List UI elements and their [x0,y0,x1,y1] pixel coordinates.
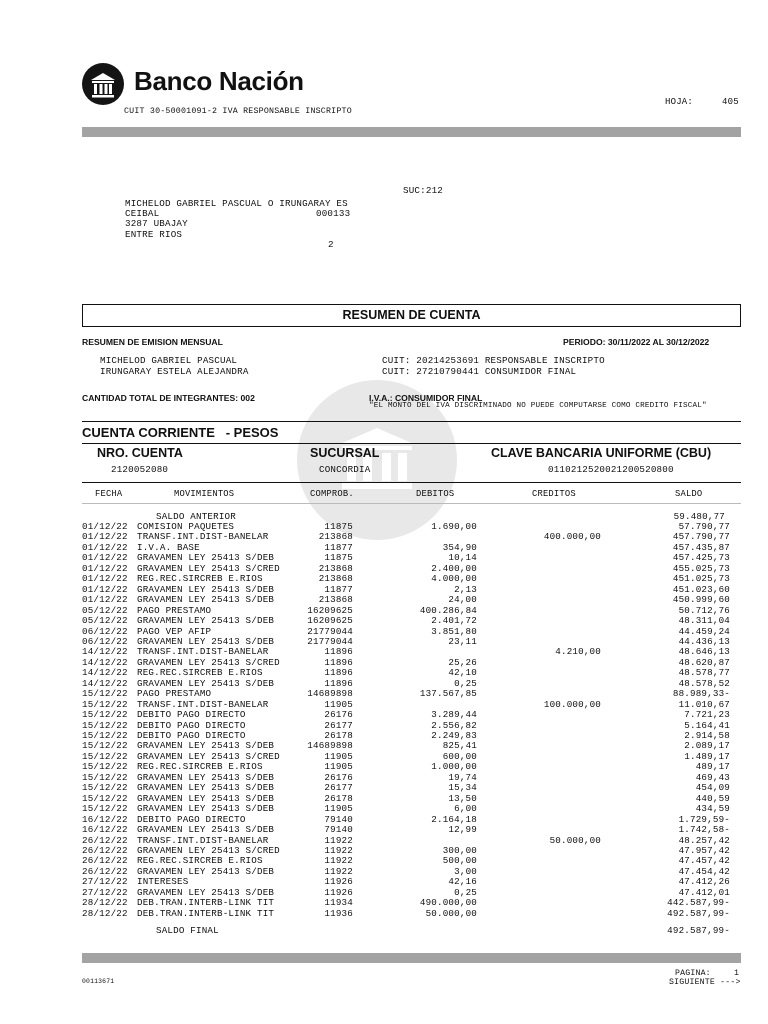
row-debito: 4.000,00 [431,573,477,585]
row-fecha: 28/12/22 [82,907,128,919]
holder-name-1: MICHELOD GABRIEL PASCUAL [100,355,238,366]
address-line-3: 3287 UBAJAY [125,218,188,229]
row-fecha: 15/12/22 [82,792,128,804]
address-line-2-code: 000133 [316,208,351,219]
row-movimiento: GRAVAMEN LEY 25413 S/DEB [137,824,275,836]
col-header-debitos: DEBITOS [416,489,455,499]
row-debito: 15,34 [448,782,477,794]
row-debito: 490.000,00 [419,897,477,909]
row-comprobante: 11896 [324,656,353,668]
row-movimiento: COMISION PAQUETES [137,521,235,532]
row-saldo: 455.025,73 [672,562,730,574]
saldo-anterior-label: SALDO ANTERIOR [156,511,236,522]
row-comprobante: 213868 [318,562,353,574]
row-debito: 1.000,00 [431,761,477,773]
row-comprobante: 11905 [324,761,353,773]
row-movimiento: DEBITO PAGO DIRECTO [137,719,246,731]
row-movimiento: GRAVAMEN LEY 25413 S/CRED [137,562,280,574]
row-saldo: 451.025,73 [672,573,730,585]
row-saldo: 2.089,17 [684,740,730,752]
cbu-label: CLAVE BANCARIA UNIFORME (CBU) [491,446,712,460]
row-saldo: 48.578,52 [678,677,730,689]
table-row [0,908,768,918]
table-row [0,866,768,876]
row-fecha: 15/12/22 [82,803,128,815]
row-fecha: 05/12/22 [82,604,128,616]
table-row [0,720,768,730]
row-comprobante: 11896 [324,667,353,679]
row-saldo: 47.457,42 [678,855,730,867]
statement-title: RESUMEN DE CUENTA [82,304,741,327]
row-debito: 50.000,00 [425,907,477,919]
table-row [0,636,768,646]
table-row [0,531,768,541]
account-type: CUENTA CORRIENTE - PESOS [82,425,279,440]
row-movimiento: GRAVAMEN LEY 25413 S/DEB [137,886,275,898]
row-movimiento: GRAVAMEN LEY 25413 S/DEB [137,771,275,783]
row-debito: 2,13 [454,583,477,595]
row-comprobante: 11877 [324,541,353,553]
saldo-final-label: SALDO FINAL [156,925,219,936]
row-comprobante: 26177 [324,719,353,731]
row-fecha: 14/12/22 [82,667,128,679]
row-comprobante: 11926 [324,886,353,898]
row-saldo: 1.742,58- [678,824,730,836]
row-fecha: 06/12/22 [82,625,128,637]
row-debito: 2.401,72 [431,615,477,627]
table-row [0,845,768,855]
row-saldo: 50.712,76 [678,604,730,616]
row-movimiento: DEBITO PAGO DIRECTO [137,730,246,741]
next-page-indicator: SIGUIENTE ---> [669,978,741,987]
row-debito: 42,16 [448,876,477,888]
row-movimiento: TRANSF.INT.DIST-BANELAR [137,698,269,710]
row-saldo: 469,43 [695,771,730,783]
holder-name-2: IRUNGARAY ESTELA ALEJANDRA [100,366,249,377]
row-fecha: 15/12/22 [82,782,128,794]
row-movimiento: GRAVAMEN LEY 25413 S/CRED [137,750,280,762]
row-fecha: 01/12/22 [82,562,128,574]
table-row [0,646,768,656]
col-header-fecha: FECHA [95,489,123,499]
row-debito: 19,74 [448,771,477,783]
address-line-2: CEIBAL [125,208,160,219]
row-movimiento: GRAVAMEN LEY 25413 S/DEB [137,865,275,877]
document-code: 00113671 [82,978,115,985]
table-row [0,897,768,907]
row-movimiento: GRAVAMEN LEY 25413 S/DEB [137,740,275,752]
row-saldo: 451.023,60 [672,583,730,595]
row-fecha: 14/12/22 [82,656,128,668]
row-movimiento: REG.REC.SIRCREB E.RIOS [137,761,263,773]
row-saldo: 457.425,73 [672,552,730,564]
row-fecha: 15/12/22 [82,719,128,731]
row-fecha: 16/12/22 [82,824,128,836]
row-saldo: 454,09 [695,782,730,794]
col-header-saldo: SALDO [675,489,703,499]
row-saldo: 44.436,13 [678,635,730,647]
iva-condition: I.V.A.: CONSUMIDOR FINAL [369,393,483,403]
row-saldo: 48.311,04 [678,615,730,627]
row-saldo: 450.999,60 [672,594,730,606]
row-comprobante: 11905 [324,750,353,762]
row-movimiento: TRANSF.INT.DIST-BANELAR [137,834,269,846]
row-saldo: 492.587,99- [667,907,730,919]
table-row [0,584,768,594]
hoja-value: 405 [722,97,739,107]
row-movimiento: GRAVAMEN LEY 25413 S/DEB [137,803,275,815]
row-saldo: 44.459,24 [678,625,730,637]
row-debito: 0,25 [454,886,477,898]
row-comprobante: 11905 [324,698,353,710]
row-movimiento: PAGO PRESTAMO [137,688,212,700]
row-fecha: 16/12/22 [82,813,128,825]
row-movimiento: GRAVAMEN LEY 25413 S/DEB [137,552,275,564]
row-comprobante: 11926 [324,876,353,888]
row-comprobante: 26177 [324,782,353,794]
table-row [0,835,768,845]
branch-label: SUCURSAL [310,446,380,460]
row-saldo: 1.729,59- [678,813,730,825]
row-debito: 3,00 [454,865,477,877]
period-label: PERIODO: 30/11/2022 AL 30/12/2022 [563,337,710,347]
row-debito: 1.690,00 [431,521,477,532]
sucursal-code: SUC:212 [403,185,443,196]
table-row [0,740,768,750]
row-saldo: 11.010,67 [678,698,730,710]
table-row [0,678,768,688]
row-fecha: 15/12/22 [82,750,128,762]
row-comprobante: 79140 [324,813,353,825]
emission-label: RESUMEN DE EMISION MENSUAL [82,337,223,347]
address-line-5: 2 [328,239,334,250]
row-debito: 0,25 [454,677,477,689]
row-fecha: 26/12/22 [82,865,128,877]
col-header-comprob: COMPROB. [310,489,354,499]
row-fecha: 05/12/22 [82,615,128,627]
row-saldo: 48.646,13 [678,646,730,658]
table-row [0,793,768,803]
row-debito: 2.164,18 [431,813,477,825]
row-movimiento: GRAVAMEN LEY 25413 S/DEB [137,782,275,794]
account-number: 2120052080 [111,464,169,475]
bottom-divider-bar [82,953,741,963]
table-row [0,824,768,834]
row-comprobante: 11896 [324,677,353,689]
brand-name: Banco Nación [134,66,304,96]
row-movimiento: GRAVAMEN LEY 25413 S/DEB [137,677,275,689]
row-fecha: 15/12/22 [82,740,128,752]
row-movimiento: REG.REC.SIRCREB E.RIOS [137,573,263,585]
row-comprobante: 213868 [318,594,353,606]
table-row [0,751,768,761]
table-row [0,730,768,740]
row-comprobante: 26176 [324,709,353,721]
row-comprobante: 26178 [324,730,353,741]
row-debito: 13,50 [448,792,477,804]
col-header-movimientos: MOVIMIENTOS [174,489,235,499]
row-fecha: 26/12/22 [82,834,128,846]
row-debito: 354,90 [442,541,477,553]
table-row [0,552,768,562]
row-movimiento: DEB.TRAN.INTERB-LINK TIT [137,897,275,909]
row-debito: 3.851,80 [431,625,477,637]
row-debito: 600,00 [442,750,477,762]
table-row [0,876,768,886]
row-comprobante: 11875 [324,552,353,564]
table-row [0,699,768,709]
row-fecha: 01/12/22 [82,521,128,532]
row-movimiento: I.V.A. BASE [137,541,200,553]
bank-building-icon [82,63,124,105]
row-debito: 825,41 [442,740,477,752]
row-saldo: 7.721,23 [684,709,730,721]
row-debito: 400.286,84 [419,604,477,616]
table-row [0,615,768,625]
holder-cuit-2: CUIT: 27210790441 CONSUMIDOR FINAL [382,366,577,377]
table-row [0,542,768,552]
row-movimiento: TRANSF.INT.DIST-BANELAR [137,531,269,543]
table-row [0,709,768,719]
table-row [0,605,768,615]
row-saldo: 2.914,58 [684,730,730,741]
row-fecha: 15/12/22 [82,688,128,700]
row-saldo: 47.412,01 [678,886,730,898]
row-fecha: 28/12/22 [82,897,128,909]
hoja-label: HOJA: [665,97,694,107]
row-debito: 42,10 [448,667,477,679]
table-row [0,782,768,792]
row-fecha: 27/12/22 [82,876,128,888]
table-top-divider [82,482,741,483]
row-comprobante: 11905 [324,803,353,815]
row-movimiento: INTERESES [137,876,189,888]
table-row [0,887,768,897]
row-fecha: 15/12/22 [82,698,128,710]
row-saldo: 442.587,99- [667,897,730,909]
row-fecha: 01/12/22 [82,573,128,585]
address-line-4: ENTRE RIOS [125,229,183,240]
row-movimiento: GRAVAMEN LEY 25413 S/DEB [137,594,275,606]
table-row [0,667,768,677]
row-fecha: 01/12/22 [82,552,128,564]
row-saldo: 57.790,77 [678,521,730,532]
row-saldo: 47.412,26 [678,876,730,888]
row-comprobante: 21779044 [307,635,353,647]
row-comprobante: 14689898 [307,688,353,700]
row-debito: 500,00 [442,855,477,867]
table-row [0,657,768,667]
table-header-divider [82,503,741,504]
row-fecha: 01/12/22 [82,594,128,606]
row-movimiento: DEBITO PAGO DIRECTO [137,813,246,825]
account-number-label: NRO. CUENTA [97,446,183,460]
row-debito: 6,00 [454,803,477,815]
row-movimiento: PAGO PRESTAMO [137,604,212,616]
holder-cuit-1: CUIT: 20214253691 RESPONSABLE INSCRIPTO [382,355,605,366]
row-fecha: 14/12/22 [82,646,128,658]
table-row [0,521,768,531]
row-movimiento: REG.REC.SIRCREB E.RIOS [137,855,263,867]
row-debito: 137.567,85 [419,688,477,700]
row-comprobante: 11875 [324,521,353,532]
row-comprobante: 213868 [318,573,353,585]
row-fecha: 15/12/22 [82,761,128,773]
row-comprobante: 14689898 [307,740,353,752]
row-movimiento: GRAVAMEN LEY 25413 S/CRED [137,656,280,668]
address-line-1: MICHELOD GABRIEL PASCUAL O IRUNGARAY ES [125,198,348,209]
table-row [0,626,768,636]
row-comprobante: 16209625 [307,604,353,616]
row-debito: 25,26 [448,656,477,668]
row-movimiento: GRAVAMEN LEY 25413 S/DEB [137,635,275,647]
row-comprobante: 11922 [324,844,353,856]
row-movimiento: GRAVAMEN LEY 25413 S/DEB [137,615,275,627]
iva-note: "EL MONTO DEL IVA DISCRIMINADO NO PUEDE COMPUTARSE COMO CREDITO FISCAL" [369,402,707,410]
row-comprobante: 11896 [324,646,353,658]
row-saldo: 47.454,42 [678,865,730,877]
section-divider [82,421,741,422]
row-fecha: 26/12/22 [82,844,128,856]
row-comprobante: 11877 [324,583,353,595]
row-credito: 100.000,00 [543,698,601,710]
row-debito: 3.289,44 [431,709,477,721]
row-comprobante: 26176 [324,771,353,783]
row-comprobante: 11934 [324,897,353,909]
row-debito: 2.249,83 [431,730,477,741]
table-row [0,573,768,583]
row-saldo: 440,59 [695,792,730,804]
row-comprobante: 11936 [324,907,353,919]
row-debito: 2.400,00 [431,562,477,574]
branch-value: CONCORDIA [319,464,371,475]
row-comprobante: 16209625 [307,615,353,627]
row-credito: 400.000,00 [543,531,601,543]
row-saldo: 47.957,42 [678,844,730,856]
row-fecha: 06/12/22 [82,635,128,647]
row-credito: 4.210,00 [555,646,601,658]
row-comprobante: 26178 [324,792,353,804]
row-saldo: 5.164,41 [684,719,730,731]
row-movimiento: DEBITO PAGO DIRECTO [137,709,246,721]
row-fecha: 15/12/22 [82,730,128,741]
row-credito: 50.000,00 [549,834,601,846]
row-fecha: 15/12/22 [82,709,128,721]
row-fecha: 26/12/22 [82,855,128,867]
table-row [0,855,768,865]
account-divider [82,443,741,444]
table-row [0,772,768,782]
row-comprobante: 11922 [324,834,353,846]
row-debito: 12,99 [448,824,477,836]
table-row [0,761,768,771]
row-saldo: 457.435,87 [672,541,730,553]
page-label: PAGINA: [675,969,711,978]
row-saldo: 1.489,17 [684,750,730,762]
row-comprobante: 11922 [324,855,353,867]
table-row [0,803,768,813]
row-saldo: 489,17 [695,761,730,773]
table-row [0,814,768,824]
row-movimiento: DEB.TRAN.INTERB-LINK TIT [137,907,275,919]
row-fecha: 01/12/22 [82,541,128,553]
saldo-final-value: 492.587,99- [667,925,730,936]
table-row [0,563,768,573]
row-movimiento: GRAVAMEN LEY 25413 S/CRED [137,844,280,856]
row-movimiento: GRAVAMEN LEY 25413 S/DEB [137,583,275,595]
row-comprobante: 21779044 [307,625,353,637]
row-fecha: 01/12/22 [82,531,128,543]
cbu-value: 0110212520021200520800 [548,464,674,475]
row-saldo: 457.790,77 [672,531,730,543]
row-fecha: 14/12/22 [82,677,128,689]
top-divider-bar [82,127,741,137]
row-saldo: 48.578,77 [678,667,730,679]
row-movimiento: PAGO VEP AFIP [137,625,212,637]
row-saldo: 48.620,87 [678,656,730,668]
row-fecha: 15/12/22 [82,771,128,783]
table-row [0,594,768,604]
row-comprobante: 11922 [324,865,353,877]
row-movimiento: REG.REC.SIRCREB E.RIOS [137,667,263,679]
bank-logo [82,63,124,105]
row-debito: 10,14 [448,552,477,564]
row-fecha: 01/12/22 [82,583,128,595]
row-debito: 2.556,82 [431,719,477,731]
row-movimiento: TRANSF.INT.DIST-BANELAR [137,646,269,658]
row-debito: 23,11 [448,635,477,647]
row-comprobante: 79140 [324,824,353,836]
col-header-creditos: CREDITOS [532,489,576,499]
row-debito: 24,00 [448,594,477,606]
row-saldo: 434,59 [695,803,730,815]
row-debito: 300,00 [442,844,477,856]
row-movimiento: GRAVAMEN LEY 25413 S/DEB [137,792,275,804]
cuit-line: CUIT 30-50001091-2 IVA RESPONSABLE INSCRIPTO [124,107,352,116]
page-number: 1 [734,969,740,978]
row-saldo: 48.257,42 [678,834,730,846]
members-count: CANTIDAD TOTAL DE INTEGRANTES: 002 [82,393,255,403]
row-saldo: 88.989,33- [672,688,730,700]
saldo-anterior-value: 59.480,77 [673,511,725,522]
row-fecha: 27/12/22 [82,886,128,898]
row-comprobante: 213868 [318,531,353,543]
table-row [0,688,768,698]
